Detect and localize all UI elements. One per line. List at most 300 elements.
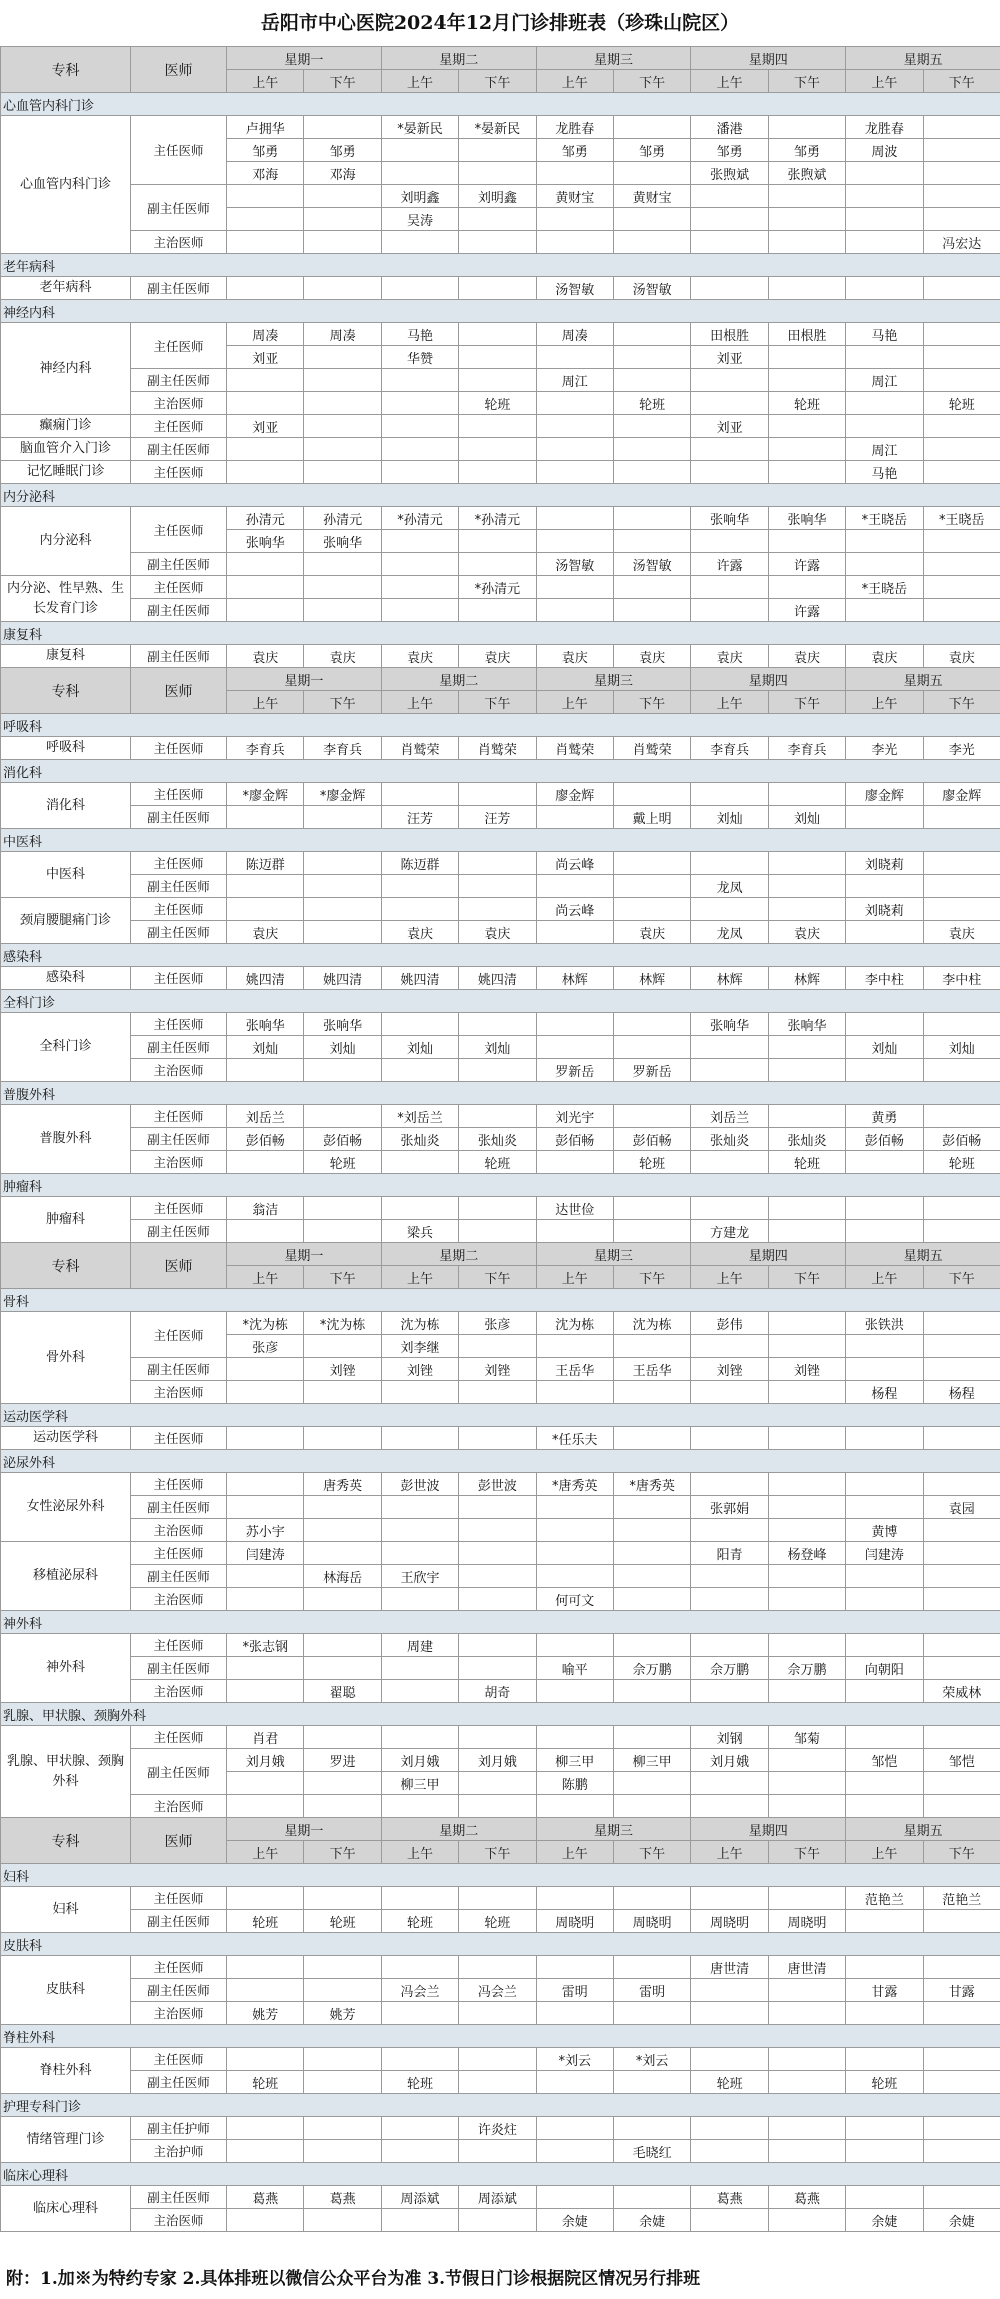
doctor-level-cell: 主任医师	[131, 2048, 227, 2071]
doctor-level-cell: 主任医师	[131, 576, 227, 599]
doctor-level-cell: 主任医师	[131, 116, 227, 185]
doctor-level-cell: 副主任医师	[131, 2186, 227, 2209]
doctor-slot-cell: 范艳兰	[923, 1887, 1000, 1910]
doctor-slot-cell	[923, 461, 1000, 484]
doctor-slot-cell	[459, 1887, 536, 1910]
schedule-row	[1, 1910, 1000, 1933]
doctor-slot-cell	[768, 1220, 845, 1243]
footer-note: 附：1.加※为特约专家 2.具体排班以微信公众平台为准 3.节假日门诊根据院区情况另行排班	[6, 2269, 701, 2289]
doctor-slot-cell	[459, 852, 536, 875]
doctor-slot-cell: *晏新民	[381, 116, 458, 139]
doctor-level-cell: 副主任医师	[131, 1128, 227, 1151]
doctor-slot-cell	[227, 875, 304, 898]
doctor-slot-cell	[227, 1427, 304, 1450]
doctor-slot-cell	[304, 1795, 381, 1818]
doctor-slot-cell	[536, 1519, 613, 1542]
doctor-slot-cell: 彭佰畅	[227, 1128, 304, 1151]
doctor-slot-cell	[923, 346, 1000, 369]
doctor-slot-cell: 邹菊	[768, 1726, 845, 1749]
doctor-slot-cell	[227, 1220, 304, 1243]
doctor-slot-cell: 彭佰畅	[923, 1128, 1000, 1151]
doctor-slot-cell: 毛晓红	[613, 2140, 690, 2163]
dept-name-cell: 脊柱外科	[1, 2048, 131, 2094]
doctor-slot-cell	[304, 1542, 381, 1565]
doctor-level-cell: 主任医师	[131, 898, 227, 921]
doctor-slot-cell	[304, 231, 381, 254]
doctor-slot-cell: 戴上明	[613, 806, 690, 829]
schedule-row	[1, 1220, 1000, 1243]
doctor-slot-cell: 李育兵	[768, 737, 845, 760]
doctor-slot-cell	[536, 162, 613, 185]
doctor-slot-cell: 袁庆	[923, 921, 1000, 944]
doctor-slot-cell	[304, 369, 381, 392]
section-row	[1, 1450, 1000, 1473]
doctor-level-cell: 副主任医师	[131, 1749, 227, 1795]
doctor-slot-cell: 刘光宇	[536, 1105, 613, 1128]
doctor-slot-cell	[923, 116, 1000, 139]
doctor-slot-cell: 袁庆	[381, 645, 458, 668]
doctor-slot-cell: 黄勇	[846, 1105, 923, 1128]
doctor-slot-cell: 周晓明	[768, 1910, 845, 1933]
doctor-slot-cell	[691, 576, 768, 599]
doctor-slot-cell: 闫建涛	[227, 1542, 304, 1565]
table-header-row	[1, 47, 1000, 70]
doctor-slot-cell	[459, 1059, 536, 1082]
doctor-slot-cell: 刘灿	[768, 806, 845, 829]
doctor-level-cell: 主任医师	[131, 1473, 227, 1496]
doctor-slot-cell: 周晓明	[691, 1910, 768, 1933]
doctor-slot-cell	[536, 438, 613, 461]
doctor-slot-cell: 范艳兰	[846, 1887, 923, 1910]
header-pm-cell: 下午	[613, 1266, 690, 1289]
doctor-slot-cell	[846, 1565, 923, 1588]
doctor-slot-cell: 陈迈群	[227, 852, 304, 875]
doctor-slot-cell	[536, 806, 613, 829]
schedule-row	[1, 1151, 1000, 1174]
doctor-slot-cell	[381, 162, 458, 185]
doctor-slot-cell	[536, 2186, 613, 2209]
doctor-slot-cell	[613, 530, 690, 553]
doctor-slot-cell: 张响华	[768, 507, 845, 530]
doctor-slot-cell	[613, 1036, 690, 1059]
doctor-slot-cell	[613, 875, 690, 898]
header-am-cell: 上午	[536, 70, 613, 93]
doctor-slot-cell: 林辉	[768, 967, 845, 990]
doctor-slot-cell	[691, 898, 768, 921]
section-row	[1, 254, 1000, 277]
doctor-slot-cell	[459, 2209, 536, 2232]
doctor-slot-cell	[227, 1795, 304, 1818]
doctor-slot-cell	[381, 1588, 458, 1611]
doctor-slot-cell	[536, 1726, 613, 1749]
dept-name-cell: 骨外科	[1, 1312, 131, 1404]
schedule-row	[1, 1105, 1000, 1128]
doctor-slot-cell: 刘锉	[459, 1358, 536, 1381]
doctor-slot-cell	[536, 1496, 613, 1519]
section-title: 骨科	[1, 1289, 1000, 1312]
doctor-slot-cell	[381, 231, 458, 254]
doctor-slot-cell	[613, 1726, 690, 1749]
doctor-slot-cell	[846, 1358, 923, 1381]
doctor-level-cell: 副主任医师	[131, 553, 227, 576]
doctor-slot-cell: 罗新岳	[613, 1059, 690, 1082]
doctor-slot-cell	[846, 1197, 923, 1220]
header-pm-cell: 下午	[304, 691, 381, 714]
header-pm-cell: 下午	[923, 1841, 1000, 1864]
doctor-slot-cell	[768, 231, 845, 254]
schedule-row	[1, 185, 1000, 208]
header-am-cell: 上午	[536, 1266, 613, 1289]
doctor-slot-cell	[381, 415, 458, 438]
doctor-slot-cell: 许露	[768, 553, 845, 576]
doctor-slot-cell	[304, 392, 381, 415]
doctor-slot-cell	[691, 1634, 768, 1657]
doctor-level-cell: 主任医师	[131, 1197, 227, 1220]
doctor-slot-cell: 彭世波	[459, 1473, 536, 1496]
doctor-slot-cell	[768, 346, 845, 369]
doctor-slot-cell	[846, 2002, 923, 2025]
doctor-slot-cell	[227, 1151, 304, 1174]
section-title: 肿瘤科	[1, 1174, 1000, 1197]
doctor-slot-cell: 轮班	[768, 392, 845, 415]
doctor-slot-cell: 余婕	[923, 2209, 1000, 2232]
dept-name-cell: 颈肩腰腿痛门诊	[1, 898, 131, 944]
doctor-slot-cell	[613, 116, 690, 139]
doctor-slot-cell	[846, 1013, 923, 1036]
dept-name-cell: 内分泌、性早熟、生长发育门诊	[1, 576, 131, 622]
doctor-slot-cell	[459, 277, 536, 300]
doctor-slot-cell: 张铁洪	[846, 1312, 923, 1335]
doctor-slot-cell	[846, 392, 923, 415]
doctor-slot-cell: 轮班	[381, 1910, 458, 1933]
doctor-slot-cell	[923, 852, 1000, 875]
doctor-slot-cell: 冯宏达	[923, 231, 1000, 254]
header-pm-cell: 下午	[768, 691, 845, 714]
doctor-slot-cell	[768, 1634, 845, 1657]
doctor-slot-cell: 尚云峰	[536, 852, 613, 875]
schedule-row	[1, 1634, 1000, 1657]
dept-name-cell: 移植泌尿科	[1, 1542, 131, 1611]
doctor-slot-cell	[613, 1519, 690, 1542]
doctor-slot-cell	[381, 1542, 458, 1565]
doctor-slot-cell	[846, 1427, 923, 1450]
doctor-slot-cell	[536, 1956, 613, 1979]
schedule-row	[1, 392, 1000, 415]
schedule-row	[1, 1128, 1000, 1151]
doctor-slot-cell: 周添斌	[381, 2186, 458, 2209]
section-row	[1, 93, 1000, 116]
doctor-slot-cell	[613, 1588, 690, 1611]
doctor-slot-cell: 翁洁	[227, 1197, 304, 1220]
section-title: 妇科	[1, 1864, 1000, 1887]
doctor-slot-cell	[536, 346, 613, 369]
doctor-slot-cell	[381, 1726, 458, 1749]
doctor-slot-cell: 罗新岳	[536, 1059, 613, 1082]
doctor-slot-cell: 姚四清	[304, 967, 381, 990]
doctor-slot-cell: 柳三甲	[381, 1772, 458, 1795]
doctor-slot-cell: 刘灿	[381, 1036, 458, 1059]
schedule-row	[1, 507, 1000, 530]
schedule-row	[1, 438, 1000, 461]
doctor-slot-cell	[381, 1197, 458, 1220]
doctor-slot-cell: 李中柱	[923, 967, 1000, 990]
section-title: 乳腺、甲状腺、颈胸外科	[1, 1703, 1000, 1726]
doctor-slot-cell: 李光	[846, 737, 923, 760]
doctor-slot-cell	[691, 277, 768, 300]
doctor-slot-cell	[459, 898, 536, 921]
doctor-slot-cell: 袁庆	[691, 645, 768, 668]
doctor-slot-cell	[691, 1036, 768, 1059]
doctor-slot-cell	[923, 1542, 1000, 1565]
doctor-slot-cell: 胡奇	[459, 1680, 536, 1703]
dept-name-cell: 临床心理科	[1, 2186, 131, 2232]
doctor-slot-cell	[846, 875, 923, 898]
section-row	[1, 1611, 1000, 1634]
doctor-slot-cell	[613, 346, 690, 369]
doctor-slot-cell: 柳三甲	[613, 1749, 690, 1772]
doctor-slot-cell: 雷明	[613, 1979, 690, 2002]
doctor-slot-cell: 余婕	[846, 2209, 923, 2232]
doctor-level-cell: 副主任医师	[131, 921, 227, 944]
doctor-slot-cell	[227, 1979, 304, 2002]
schedule-row	[1, 1059, 1000, 1082]
doctor-slot-cell	[381, 1680, 458, 1703]
doctor-slot-cell	[304, 1105, 381, 1128]
schedule-row	[1, 1565, 1000, 1588]
doctor-slot-cell	[691, 438, 768, 461]
doctor-slot-cell	[691, 392, 768, 415]
doctor-slot-cell: 张煦斌	[691, 162, 768, 185]
doctor-slot-cell: 葛燕	[227, 2186, 304, 2209]
doctor-level-cell: 副主任医师	[131, 1657, 227, 1680]
doctor-slot-cell	[768, 1772, 845, 1795]
doctor-slot-cell: 轮班	[613, 392, 690, 415]
doctor-slot-cell	[923, 1657, 1000, 1680]
doctor-slot-cell	[923, 875, 1000, 898]
section-title: 普腹外科	[1, 1082, 1000, 1105]
doctor-slot-cell	[381, 277, 458, 300]
doctor-slot-cell: 袁园	[923, 1496, 1000, 1519]
doctor-slot-cell: 杨程	[846, 1381, 923, 1404]
doctor-slot-cell: 孙清元	[304, 507, 381, 530]
doctor-slot-cell: 孙清元	[227, 507, 304, 530]
doctor-level-cell: 副主任医师	[131, 438, 227, 461]
doctor-slot-cell	[459, 1496, 536, 1519]
schedule-row	[1, 1795, 1000, 1818]
schedule-row	[1, 967, 1000, 990]
header-pm-cell: 下午	[613, 1841, 690, 1864]
doctor-level-cell: 副主任医师	[131, 806, 227, 829]
doctor-level-cell: 主治医师	[131, 1588, 227, 1611]
doctor-slot-cell	[768, 1979, 845, 2002]
doctor-slot-cell	[846, 231, 923, 254]
doctor-slot-cell	[846, 1956, 923, 1979]
doctor-slot-cell	[923, 438, 1000, 461]
schedule-row	[1, 921, 1000, 944]
doctor-slot-cell	[691, 1473, 768, 1496]
doctor-slot-cell: 葛燕	[691, 2186, 768, 2209]
doctor-slot-cell	[768, 875, 845, 898]
section-row	[1, 1933, 1000, 1956]
doctor-slot-cell	[768, 576, 845, 599]
doctor-slot-cell	[613, 1680, 690, 1703]
header-pm-cell: 下午	[304, 1841, 381, 1864]
doctor-slot-cell	[923, 1335, 1000, 1358]
doctor-slot-cell	[304, 1772, 381, 1795]
doctor-slot-cell: 张灿炎	[381, 1128, 458, 1151]
section-title: 内分泌科	[1, 484, 1000, 507]
doctor-level-cell: 主治医师	[131, 1381, 227, 1404]
doctor-slot-cell	[381, 1427, 458, 1450]
schedule-row	[1, 599, 1000, 622]
doctor-slot-cell	[459, 1956, 536, 1979]
doctor-slot-cell	[923, 1726, 1000, 1749]
doctor-slot-cell	[768, 415, 845, 438]
doctor-slot-cell	[923, 1105, 1000, 1128]
doctor-slot-cell	[691, 1887, 768, 1910]
doctor-level-cell: 副主任医师	[131, 1979, 227, 2002]
doctor-slot-cell: 余婕	[613, 2209, 690, 2232]
doctor-slot-cell: 轮班	[459, 1151, 536, 1174]
header-pm-cell: 下午	[304, 70, 381, 93]
header-am-cell: 上午	[227, 691, 304, 714]
header-pm-cell: 下午	[459, 1266, 536, 1289]
doctor-slot-cell: 沈为栋	[613, 1312, 690, 1335]
doctor-level-cell: 主任医师	[131, 323, 227, 369]
doctor-slot-cell	[691, 1979, 768, 2002]
doctor-slot-cell	[227, 1565, 304, 1588]
schedule-row	[1, 277, 1000, 300]
doctor-slot-cell	[768, 530, 845, 553]
doctor-slot-cell: *王晓岳	[923, 507, 1000, 530]
doctor-slot-cell	[923, 2186, 1000, 2209]
doctor-slot-cell	[923, 277, 1000, 300]
header-doctor-cell: 医师	[131, 47, 227, 93]
doctor-slot-cell	[846, 553, 923, 576]
doctor-slot-cell: 肖鹫荣	[459, 737, 536, 760]
doctor-slot-cell	[536, 1335, 613, 1358]
doctor-slot-cell	[846, 1220, 923, 1243]
doctor-slot-cell: 华赞	[381, 346, 458, 369]
doctor-slot-cell	[846, 1588, 923, 1611]
doctor-slot-cell: 佘万鹏	[768, 1657, 845, 1680]
doctor-slot-cell	[768, 277, 845, 300]
doctor-slot-cell	[768, 852, 845, 875]
doctor-slot-cell	[227, 438, 304, 461]
doctor-slot-cell: 冯会兰	[459, 1979, 536, 2002]
doctor-slot-cell	[613, 2117, 690, 2140]
dept-name-cell: 运动医学科	[1, 1427, 131, 1450]
doctor-slot-cell	[613, 369, 690, 392]
doctor-slot-cell	[613, 415, 690, 438]
doctor-slot-cell	[381, 1956, 458, 1979]
doctor-slot-cell	[459, 1726, 536, 1749]
doctor-slot-cell: 廖金辉	[536, 783, 613, 806]
doctor-slot-cell: 阳青	[691, 1542, 768, 1565]
header-doctor-cell: 医师	[131, 1818, 227, 1864]
doctor-slot-cell	[536, 1680, 613, 1703]
doctor-slot-cell: 喻平	[536, 1657, 613, 1680]
doctor-slot-cell	[768, 898, 845, 921]
doctor-slot-cell	[227, 1956, 304, 1979]
doctor-slot-cell: 轮班	[846, 2071, 923, 2094]
section-title: 心血管内科门诊	[1, 93, 1000, 116]
doctor-slot-cell	[536, 415, 613, 438]
doctor-slot-cell: 陈鹏	[536, 1772, 613, 1795]
doctor-slot-cell: *沈为栋	[304, 1312, 381, 1335]
doctor-slot-cell	[381, 2117, 458, 2140]
doctor-slot-cell: 许露	[691, 553, 768, 576]
doctor-slot-cell	[613, 1956, 690, 1979]
doctor-slot-cell: 陈迈群	[381, 852, 458, 875]
doctor-level-cell: 主治医师	[131, 392, 227, 415]
doctor-slot-cell	[227, 2117, 304, 2140]
doctor-slot-cell	[923, 1772, 1000, 1795]
doctor-slot-cell: 轮班	[768, 1151, 845, 1174]
doctor-slot-cell: 袁庆	[768, 645, 845, 668]
dept-name-cell: 老年病科	[1, 277, 131, 300]
doctor-slot-cell: 刘明鑫	[459, 185, 536, 208]
doctor-slot-cell: *唐秀英	[613, 1473, 690, 1496]
header-dept-cell: 专科	[1, 1243, 131, 1289]
doctor-slot-cell: 彭佰畅	[304, 1128, 381, 1151]
doctor-slot-cell	[613, 852, 690, 875]
doctor-slot-cell: *张志钢	[227, 1634, 304, 1657]
doctor-slot-cell	[691, 208, 768, 231]
doctor-slot-cell	[768, 1427, 845, 1450]
doctor-slot-cell	[459, 438, 536, 461]
schedule-row	[1, 1496, 1000, 1519]
doctor-slot-cell: 刘岳兰	[227, 1105, 304, 1128]
doctor-level-cell: 副主任医师	[131, 1358, 227, 1381]
doctor-level-cell: 主任医师	[131, 1726, 227, 1749]
schedule-row	[1, 553, 1000, 576]
doctor-slot-cell	[459, 2002, 536, 2025]
header-am-cell: 上午	[691, 70, 768, 93]
header-pm-cell: 下午	[768, 70, 845, 93]
doctor-slot-cell	[227, 392, 304, 415]
doctor-level-cell: 副主任医师	[131, 1036, 227, 1059]
doctor-slot-cell: 张响华	[304, 530, 381, 553]
doctor-slot-cell	[227, 898, 304, 921]
schedule-row	[1, 2117, 1000, 2140]
doctor-slot-cell	[304, 1197, 381, 1220]
dept-name-cell: 肿瘤科	[1, 1197, 131, 1243]
doctor-slot-cell: 姚芳	[227, 2002, 304, 2025]
doctor-slot-cell	[459, 2048, 536, 2071]
doctor-slot-cell: 黄博	[846, 1519, 923, 1542]
doctor-slot-cell	[846, 599, 923, 622]
doctor-slot-cell: 许露	[768, 599, 845, 622]
doctor-slot-cell	[304, 1979, 381, 2002]
doctor-slot-cell: 闫建涛	[846, 1542, 923, 1565]
doctor-slot-cell	[923, 1565, 1000, 1588]
doctor-slot-cell	[846, 208, 923, 231]
schedule-row	[1, 1036, 1000, 1059]
doctor-slot-cell: 张彦	[227, 1335, 304, 1358]
doctor-slot-cell	[613, 1220, 690, 1243]
doctor-slot-cell	[381, 2048, 458, 2071]
doctor-slot-cell: 黄财宝	[613, 185, 690, 208]
doctor-slot-cell: 张响华	[304, 1013, 381, 1036]
doctor-slot-cell: 邹勇	[613, 139, 690, 162]
header-day-cell: 星期三	[536, 1818, 691, 1841]
doctor-slot-cell	[613, 1335, 690, 1358]
header-pm-cell: 下午	[768, 1266, 845, 1289]
doctor-slot-cell	[459, 369, 536, 392]
doctor-slot-cell: 轮班	[691, 2071, 768, 2094]
doctor-level-cell: 主任医师	[131, 783, 227, 806]
